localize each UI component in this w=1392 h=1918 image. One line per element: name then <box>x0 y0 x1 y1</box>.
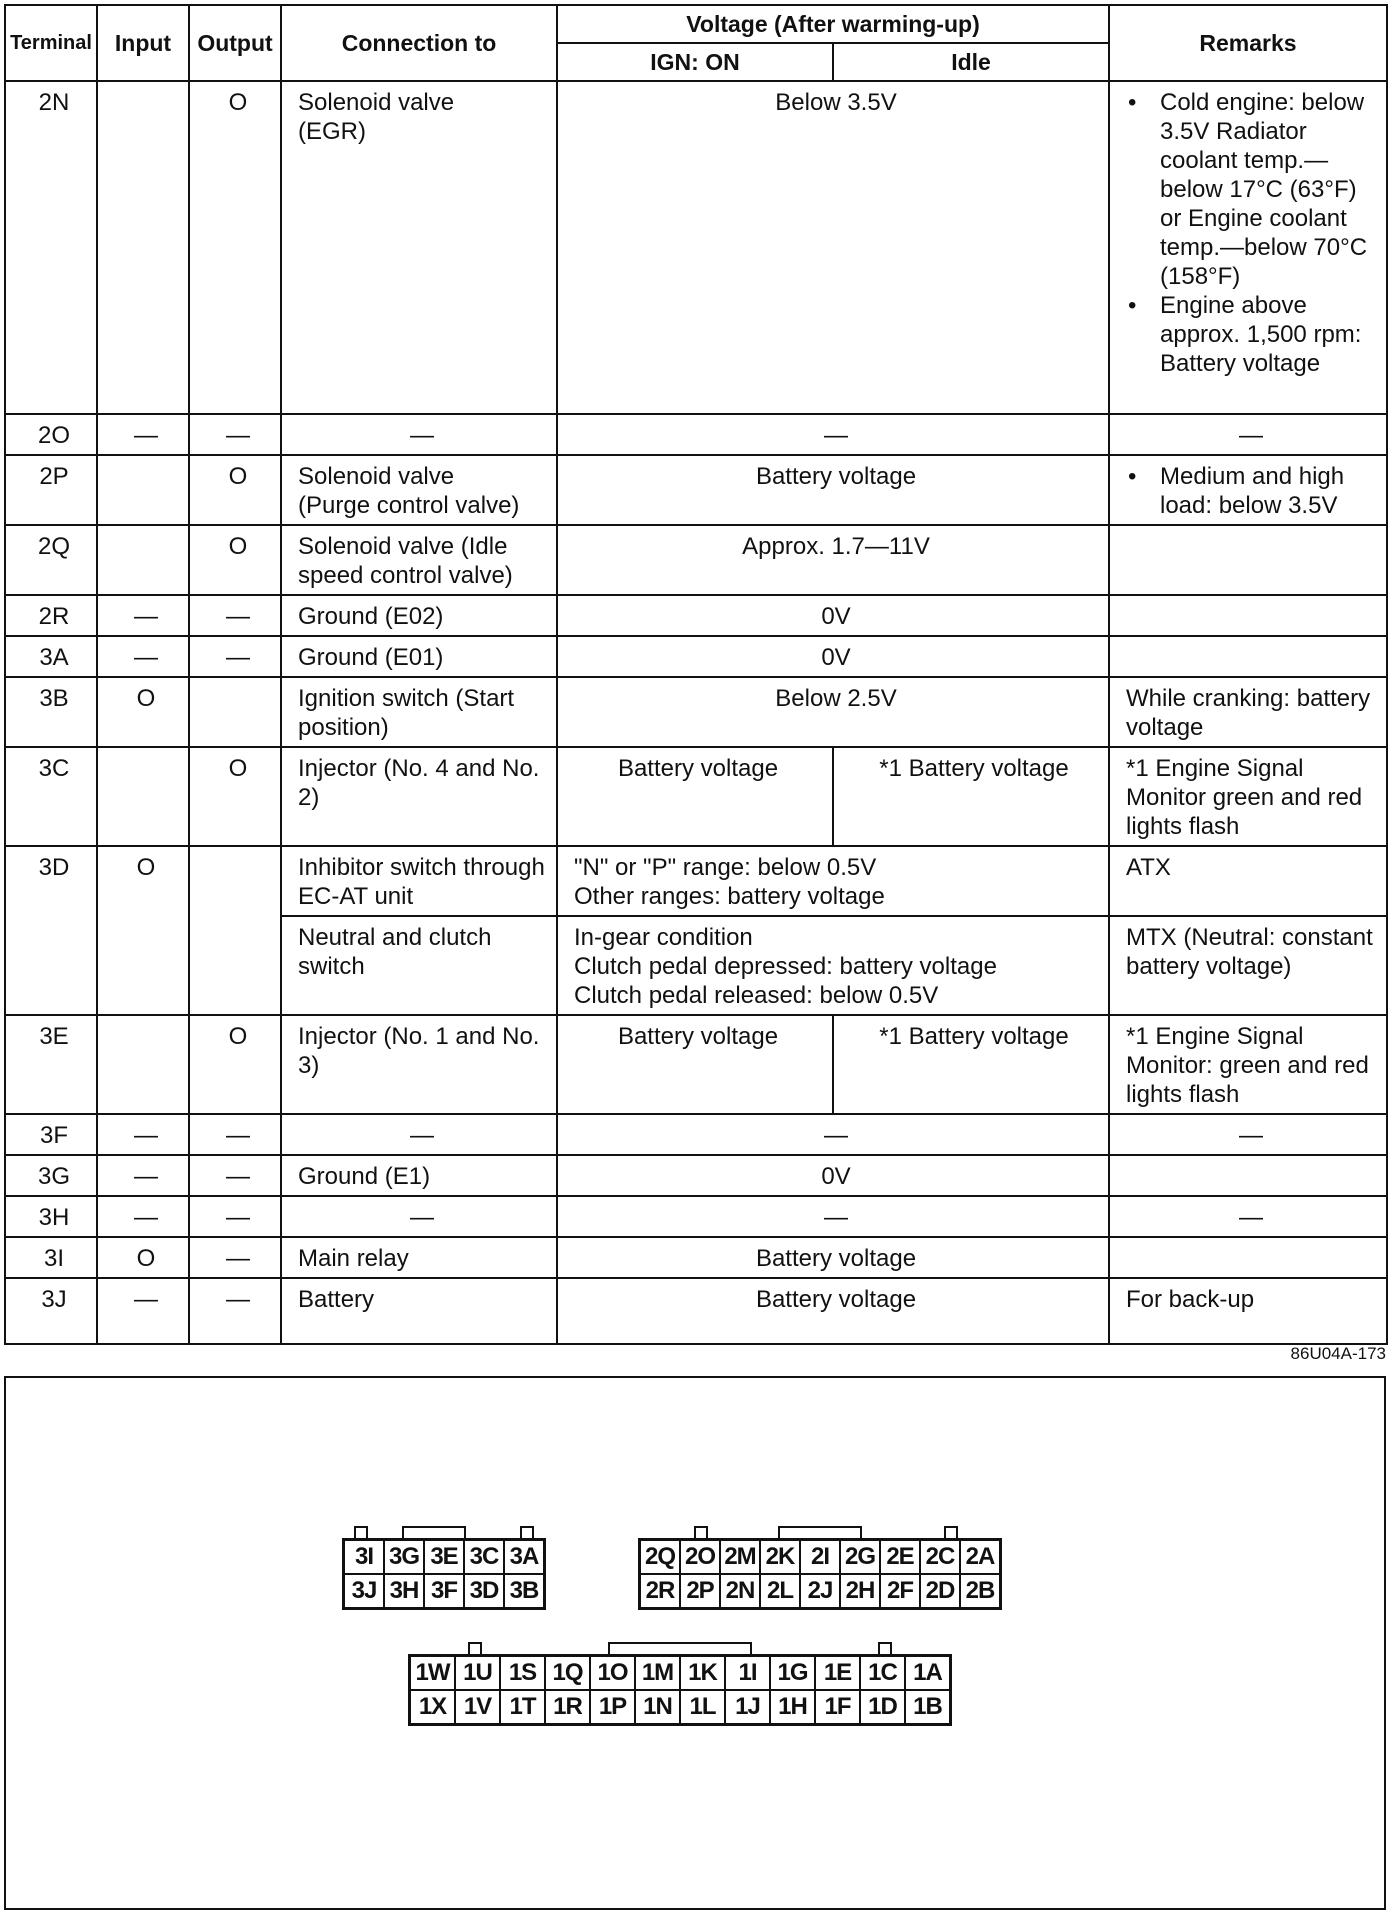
connection-cell: Solenoid valve (EGR) <box>281 81 557 414</box>
input-cell <box>97 455 189 525</box>
terminal-cell: 2P <box>5 455 97 525</box>
connector-latch <box>778 1526 862 1540</box>
connector-pin: 2N <box>720 1574 760 1608</box>
connector-pin: 2A <box>960 1540 1000 1574</box>
table-row <box>5 1237 1387 1278</box>
connection-cell: Ground (E01) <box>281 636 557 677</box>
remarks-cell <box>1109 1237 1387 1278</box>
table-row <box>5 81 1387 414</box>
ecu-connector-diagram <box>4 1376 1386 1910</box>
connector-pin: 1D <box>860 1690 905 1724</box>
idle-cell: *1 Battery voltage <box>833 747 1109 846</box>
connector-tab <box>878 1642 892 1656</box>
terminal-cell: 2O <box>5 414 97 455</box>
connector-pin: 1I <box>725 1656 770 1690</box>
connector-pin: 2R <box>640 1574 680 1608</box>
voltage-cell: "N" or "P" range: below 0.5V Other ranges: battery voltage <box>557 846 1109 916</box>
connector-pin: 2D <box>920 1574 960 1608</box>
connector-pin: 2G <box>840 1540 880 1574</box>
connector-pin: 2M <box>720 1540 760 1574</box>
connection-cell: Ground (E02) <box>281 595 557 636</box>
header-connection: Connection to <box>281 5 557 81</box>
voltage-cell: Battery voltage <box>557 1237 1109 1278</box>
output-cell: O <box>189 1015 281 1114</box>
terminal-cell: 3E <box>5 1015 97 1114</box>
connection-cell: Injector (No. 1 and No. 3) <box>281 1015 557 1114</box>
connector-pin: 1B <box>905 1690 950 1724</box>
connector-pin: 1P <box>590 1690 635 1724</box>
connector-pin: 3E <box>424 1540 464 1574</box>
remarks-cell: For back-up <box>1109 1278 1387 1344</box>
connector-latch <box>402 1526 466 1540</box>
terminal-cell: 2R <box>5 595 97 636</box>
input-cell: — <box>97 636 189 677</box>
terminal-cell: 3G <box>5 1155 97 1196</box>
connector-pin: 2H <box>840 1574 880 1608</box>
connector-pin: 2C <box>920 1540 960 1574</box>
input-cell: — <box>97 414 189 455</box>
output-cell <box>189 846 281 1015</box>
output-cell: — <box>189 414 281 455</box>
terminal-cell: 3J <box>5 1278 97 1344</box>
remarks-cell: While cranking: battery voltage <box>1109 677 1387 747</box>
connector-pin: 1E <box>815 1656 860 1690</box>
connector-tab <box>694 1526 708 1540</box>
terminal-cell: 3I <box>5 1237 97 1278</box>
connector-pin: 1V <box>455 1690 500 1724</box>
connection-cell: Solenoid valve (Purge control valve) <box>281 455 557 525</box>
output-cell: — <box>189 1278 281 1344</box>
connector-3 <box>342 1538 546 1610</box>
input-cell <box>97 81 189 414</box>
connection-cell: Neutral and clutch switch <box>281 916 557 1015</box>
table-row <box>5 525 1387 595</box>
table-row <box>5 846 1387 916</box>
table-row <box>5 1196 1387 1237</box>
output-cell: — <box>189 1237 281 1278</box>
connector-tab <box>468 1642 482 1656</box>
connector-pin: 3I <box>344 1540 384 1574</box>
input-cell <box>97 747 189 846</box>
table-row <box>5 414 1387 455</box>
voltage-cell: Battery voltage <box>557 1278 1109 1344</box>
connector-pin: 1F <box>815 1690 860 1724</box>
table-row <box>5 455 1387 525</box>
output-cell <box>189 677 281 747</box>
terminal-cell: 3D <box>5 846 97 1015</box>
connector-pin: 3C <box>464 1540 504 1574</box>
connector-1-pins <box>408 1654 952 1726</box>
table-row <box>5 1155 1387 1196</box>
output-cell: O <box>189 747 281 846</box>
terminal-cell: 3F <box>5 1114 97 1155</box>
connection-cell: — <box>281 1196 557 1237</box>
voltage-cell: — <box>557 414 1109 455</box>
connector-pin: 3H <box>384 1574 424 1608</box>
connector-pin: 1R <box>545 1690 590 1724</box>
voltage-cell: Below 2.5V <box>557 677 1109 747</box>
connector-pin: 3B <box>504 1574 544 1608</box>
terminal-cell: 2Q <box>5 525 97 595</box>
connector-pin: 1X <box>410 1690 455 1724</box>
input-cell: O <box>97 1237 189 1278</box>
output-cell: — <box>189 1196 281 1237</box>
output-cell: — <box>189 636 281 677</box>
remark-bullet: • Medium and high load: below 3.5V <box>1126 462 1376 520</box>
connector-pin: 3A <box>504 1540 544 1574</box>
input-cell <box>97 525 189 595</box>
connector-1 <box>408 1654 952 1726</box>
remarks-cell <box>1109 455 1387 525</box>
connector-pin: 2J <box>800 1574 840 1608</box>
connector-pin: 1A <box>905 1656 950 1690</box>
connector-pin: 1N <box>635 1690 680 1724</box>
connector-tab <box>944 1526 958 1540</box>
terminal-cell: 3H <box>5 1196 97 1237</box>
connector-pin: 3J <box>344 1574 384 1608</box>
voltage-cell: Below 3.5V <box>557 81 1109 414</box>
voltage-cell: — <box>557 1196 1109 1237</box>
table-row <box>5 636 1387 677</box>
remark-bullet: • Engine above approx. 1,500 rpm: Battery voltage <box>1126 291 1376 378</box>
connector-pin: 2F <box>880 1574 920 1608</box>
remarks-cell: MTX (Neutral: constant battery voltage) <box>1109 916 1387 1015</box>
connector-pin: 1M <box>635 1656 680 1690</box>
figure-code: 86U04A-173 <box>1290 1344 1386 1363</box>
connector-tab <box>354 1526 368 1540</box>
terminal-cell: 3C <box>5 747 97 846</box>
connector-pin: 1L <box>680 1690 725 1724</box>
connector-pin: 1O <box>590 1656 635 1690</box>
output-cell: — <box>189 1114 281 1155</box>
header-input: Input <box>97 5 189 81</box>
table-row <box>5 677 1387 747</box>
input-cell: — <box>97 1155 189 1196</box>
connector-pin: 2L <box>760 1574 800 1608</box>
remarks-cell: — <box>1109 1114 1387 1155</box>
header-idle: Idle <box>833 43 1109 81</box>
connection-cell: Solenoid valve (Idle speed control valve) <box>281 525 557 595</box>
remarks-cell: *1 Engine Signal Monitor green and red lights flash <box>1109 747 1387 846</box>
terminal-cell: 3A <box>5 636 97 677</box>
remarks-cell: — <box>1109 1196 1387 1237</box>
connector-pin: 1T <box>500 1690 545 1724</box>
voltage-cell: 0V <box>557 595 1109 636</box>
remarks-cell: ATX <box>1109 846 1387 916</box>
connector-pin: 2I <box>800 1540 840 1574</box>
remarks-cell <box>1109 636 1387 677</box>
connector-pin: 3D <box>464 1574 504 1608</box>
connection-cell: — <box>281 414 557 455</box>
connector-pin: 2Q <box>640 1540 680 1574</box>
table-row <box>5 595 1387 636</box>
table-row <box>5 1278 1387 1344</box>
voltage-cell: 0V <box>557 1155 1109 1196</box>
terminal-cell: 2N <box>5 81 97 414</box>
remarks-cell <box>1109 81 1387 414</box>
voltage-cell: Battery voltage <box>557 455 1109 525</box>
input-cell <box>97 1015 189 1114</box>
connection-cell: Battery <box>281 1278 557 1344</box>
remarks-cell <box>1109 1155 1387 1196</box>
table-row <box>5 747 1387 846</box>
idle-cell: *1 Battery voltage <box>833 1015 1109 1114</box>
connector-pin: 2B <box>960 1574 1000 1608</box>
header-output: Output <box>189 5 281 81</box>
input-cell: — <box>97 1114 189 1155</box>
voltage-cell: — <box>557 1114 1109 1155</box>
table-row <box>5 1015 1387 1114</box>
ign-on-cell: Battery voltage <box>557 747 833 846</box>
output-cell: O <box>189 81 281 414</box>
connector-3-pins <box>342 1538 546 1610</box>
header-terminal: Terminal <box>5 5 97 81</box>
connection-cell: Main relay <box>281 1237 557 1278</box>
connector-pin: 3G <box>384 1540 424 1574</box>
connector-pin: 1H <box>770 1690 815 1724</box>
connector-latch <box>608 1642 752 1656</box>
output-cell: O <box>189 525 281 595</box>
table-row <box>5 1114 1387 1155</box>
terminal-cell: 3B <box>5 677 97 747</box>
header-voltage: Voltage (After warming-up) <box>557 5 1109 43</box>
output-cell: O <box>189 455 281 525</box>
header-remarks: Remarks <box>1109 5 1387 81</box>
input-cell: O <box>97 846 189 1015</box>
input-cell: O <box>97 677 189 747</box>
connector-2 <box>638 1538 1002 1610</box>
connector-2-pins <box>638 1538 1002 1610</box>
connector-pin: 1W <box>410 1656 455 1690</box>
connector-pin: 2O <box>680 1540 720 1574</box>
terminal-voltage-table <box>4 4 1388 1345</box>
connection-cell: Injector (No. 4 and No. 2) <box>281 747 557 846</box>
voltage-cell: 0V <box>557 636 1109 677</box>
remarks-cell: — <box>1109 414 1387 455</box>
connection-cell: Ground (E1) <box>281 1155 557 1196</box>
connector-pin: 1J <box>725 1690 770 1724</box>
connector-pin: 1G <box>770 1656 815 1690</box>
connector-pin: 2K <box>760 1540 800 1574</box>
connection-cell: Ignition switch (Start position) <box>281 677 557 747</box>
connector-pin: 1U <box>455 1656 500 1690</box>
connector-pin: 2P <box>680 1574 720 1608</box>
header-ign-on: IGN: ON <box>557 43 833 81</box>
remarks-cell <box>1109 595 1387 636</box>
voltage-cell: Approx. 1.7—11V <box>557 525 1109 595</box>
connector-pin: 1Q <box>545 1656 590 1690</box>
output-cell: — <box>189 595 281 636</box>
ign-on-cell: Battery voltage <box>557 1015 833 1114</box>
remarks-cell <box>1109 525 1387 595</box>
connector-pin: 1S <box>500 1656 545 1690</box>
connector-pin: 1C <box>860 1656 905 1690</box>
remarks-cell: *1 Engine Signal Monitor: green and red lights flash <box>1109 1015 1387 1114</box>
output-cell: — <box>189 1155 281 1196</box>
input-cell: — <box>97 1196 189 1237</box>
voltage-cell: In-gear condition Clutch pedal depressed: battery voltage Clutch pedal released: below 0.5V <box>557 916 1109 1015</box>
connector-pin: 3F <box>424 1574 464 1608</box>
input-cell: — <box>97 595 189 636</box>
connector-pin: 1K <box>680 1656 725 1690</box>
remark-bullet: • Cold engine: below 3.5V Radiator coolant temp.—below 17°C (63°F) or Engine coolant temp.—below 70°C (158°F) <box>1126 88 1376 291</box>
connection-cell: — <box>281 1114 557 1155</box>
connector-pin: 2E <box>880 1540 920 1574</box>
connector-tab <box>520 1526 534 1540</box>
connection-cell: Inhibitor switch through EC-AT unit <box>281 846 557 916</box>
input-cell: — <box>97 1278 189 1344</box>
